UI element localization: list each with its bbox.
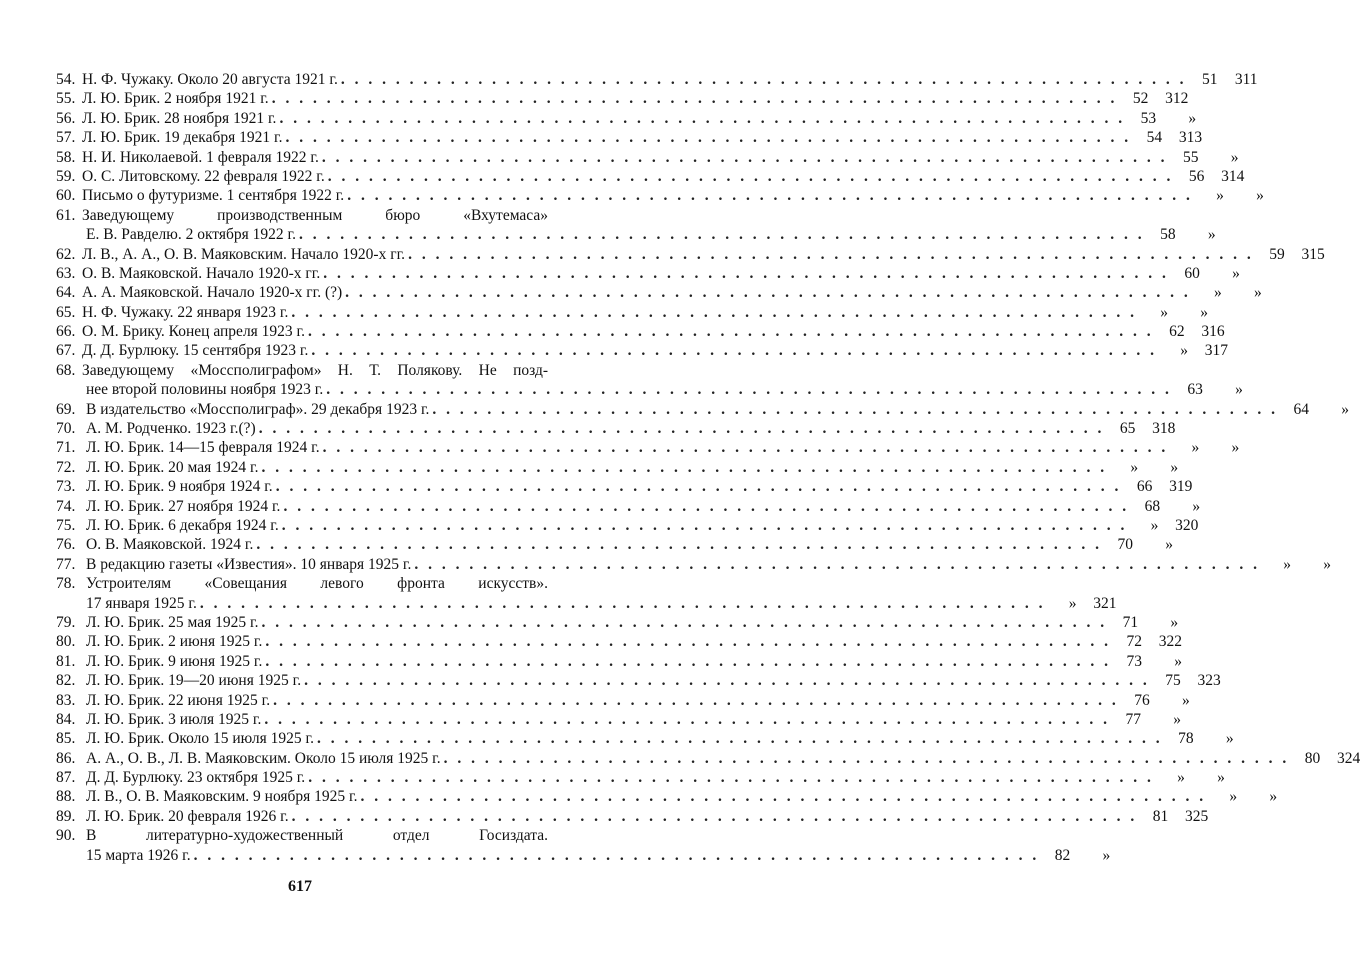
toc-entry: [56, 497, 1201, 516]
entry-number: 65.: [56, 303, 76, 321]
leader-dots: [304, 671, 1150, 690]
commentary-page: 314: [1221, 167, 1245, 185]
entry-title: Л. Ю. Брик. 28 ноября 1921 г.: [82, 109, 277, 127]
entry-title: Н. И. Николаевой. 1 февраля 1922 г.: [82, 148, 319, 166]
entry-number: 71.: [56, 439, 76, 457]
entry-title: А. А., О. В., Л. В. Маяковским. Около 15 июля 1925 г.: [86, 749, 441, 767]
leader-dots: [308, 322, 1154, 341]
toc-entry: [56, 710, 1182, 729]
commentary-page: 325: [1185, 807, 1209, 825]
leader-dots: [328, 167, 1174, 186]
toc-entry: [56, 245, 1325, 264]
entry-title-continuation: 15 марта 1926 г.: [86, 846, 191, 864]
entry-title: Л. Ю. Брик. 20 февраля 1926 г.: [86, 807, 289, 825]
toc-entry: [56, 787, 1278, 806]
commentary-page: »: [1230, 148, 1239, 166]
toc-entry: [56, 535, 1173, 554]
text-page: »: [1160, 303, 1168, 321]
toc-entry-continuation: [56, 225, 1216, 244]
toc-entry-continuation: [56, 380, 1243, 399]
text-page: 54: [1146, 129, 1163, 147]
commentary-page: »: [1102, 846, 1111, 864]
entry-title: Л. Ю. Брик. 20 мая 1924 г.: [86, 458, 259, 476]
leader-dots: [317, 729, 1163, 748]
entry-number: 66.: [56, 323, 76, 341]
entry-title: А. М. Родченко. 1923 г.(?): [86, 420, 256, 438]
text-page: 63: [1187, 381, 1203, 399]
leader-dots: [256, 535, 1102, 554]
toc-entry: [56, 186, 1264, 205]
leader-dots: [323, 438, 1169, 457]
text-page: 72: [1126, 633, 1142, 651]
toc-entry: [56, 167, 1245, 186]
toc-entry: [56, 264, 1240, 283]
toc-entry: [56, 729, 1234, 748]
toc-entry: [56, 283, 1262, 302]
entry-number: 69.: [56, 400, 76, 418]
entry-number: 78.: [56, 575, 76, 593]
entry-title: Л. Ю. Брик. 9 ноября 1924 г.: [86, 478, 273, 496]
commentary-page: »: [1192, 497, 1201, 515]
toc-entry: [56, 109, 1197, 128]
entry-title: О. С. Литовскому. 22 февраля 1922 г.: [82, 167, 325, 185]
entry-title: Л. Ю. Брик. 14—15 февраля 1924 г.: [86, 439, 320, 457]
entry-number: 75.: [56, 516, 76, 534]
toc-entry: [56, 477, 1193, 496]
text-page: »: [1150, 516, 1159, 534]
toc-entry: [56, 400, 1350, 419]
entry-title: А. А. Маяковской. Начало 1920-х гг. (?): [82, 284, 343, 302]
entry-title: О. В. Маяковской. 1924 г.: [86, 536, 254, 554]
entry-number: 63.: [56, 264, 76, 282]
text-page: 59: [1269, 245, 1285, 263]
entry-title: Н. Ф. Чужаку. 22 января 1923 г.: [82, 303, 289, 321]
text-page: 55: [1183, 148, 1199, 166]
entry-number: 61.: [56, 206, 76, 224]
text-page: 60: [1184, 264, 1200, 282]
toc-entry: [56, 361, 548, 380]
leader-dots: [311, 341, 1157, 360]
text-page: 58: [1160, 226, 1176, 244]
entry-title: Л. Ю. Брик. 9 июня 1925 г.: [86, 652, 263, 670]
commentary-page: 319: [1169, 478, 1193, 496]
commentary-page: 317: [1204, 342, 1228, 360]
text-page: »: [1180, 342, 1188, 360]
leader-dots: [262, 458, 1108, 477]
leader-dots: [292, 807, 1138, 826]
leader-dots: [259, 419, 1105, 438]
toc-entry: [56, 419, 1176, 438]
commentary-page: »: [1217, 769, 1225, 787]
toc-entry: [56, 691, 1190, 710]
leader-dots: [408, 245, 1254, 264]
commentary-page: 324: [1336, 749, 1360, 767]
entry-number: 54.: [56, 71, 76, 88]
entry-title: Л. Ю. Брик. 25 мая 1925 г.: [86, 613, 259, 631]
commentary-page: 318: [1152, 420, 1176, 438]
entry-title: Л. Ю. Брик. 27 ноября 1924 г.: [86, 497, 281, 515]
leader-dots: [323, 264, 1169, 283]
entry-title: Д. Д. Бурлюку. 23 октября 1925 г.: [86, 769, 306, 787]
commentary-page: 322: [1158, 633, 1182, 651]
text-page: »: [1214, 284, 1222, 302]
text-page: 64: [1293, 400, 1310, 418]
toc-entry: [56, 555, 1331, 574]
toc-entry: [56, 303, 1208, 322]
toc-entry: [56, 807, 1209, 826]
commentary-page: »: [1188, 109, 1197, 127]
text-page: 62: [1169, 323, 1185, 341]
entry-number: 67.: [56, 342, 76, 360]
commentary-page: »: [1181, 691, 1190, 709]
commentary-page: 320: [1175, 516, 1199, 534]
toc-entry: [56, 322, 1225, 341]
toc-entry: [56, 768, 1225, 787]
toc-entry: [56, 516, 1199, 535]
leader-dots: [444, 749, 1290, 768]
text-page: »: [1216, 187, 1224, 205]
entry-number: 64.: [56, 284, 76, 302]
table-of-contents: [56, 70, 1360, 865]
entry-number: 80.: [56, 633, 76, 651]
toc-entry-continuation: [56, 846, 1111, 865]
entry-title: В редакцию газеты «Известия». 10 января 1925 г.: [86, 555, 412, 573]
toc-entry-continuation: [56, 594, 1117, 613]
commentary-page: »: [1170, 613, 1179, 631]
text-page: »: [1191, 439, 1200, 457]
commentary-page: »: [1165, 536, 1173, 554]
text-page: 80: [1304, 749, 1321, 767]
entry-number: 70.: [56, 420, 76, 438]
text-page: 76: [1134, 691, 1150, 709]
text-page: 56: [1188, 167, 1205, 185]
text-page: 65: [1119, 420, 1136, 438]
text-page: »: [1068, 594, 1077, 612]
commentary-page: 316: [1201, 323, 1225, 341]
leader-dots: [361, 787, 1207, 806]
text-page: 68: [1144, 497, 1161, 515]
toc-entry: [56, 128, 1203, 147]
text-page: 81: [1152, 807, 1169, 825]
text-page: 53: [1140, 109, 1157, 127]
text-page: 52: [1132, 90, 1149, 108]
entry-title: Л. Ю. Брик. 22 июня 1925 г.: [86, 691, 271, 709]
entry-number: 86.: [56, 749, 76, 767]
entry-number: 57.: [56, 129, 76, 147]
text-page: 78: [1178, 730, 1194, 748]
entry-title: Л. Ю. Брик. 19 декабря 1921 г.: [82, 129, 283, 147]
entry-number: 87.: [56, 769, 76, 787]
toc-entry: [56, 206, 548, 225]
leader-dots: [432, 400, 1278, 419]
entry-title: Л. Ю. Брик. 6 декабря 1924 г.: [86, 516, 279, 534]
commentary-page: »: [1232, 264, 1240, 282]
leader-dots: [279, 109, 1125, 128]
text-page: »: [1130, 458, 1139, 476]
entry-number: 81.: [56, 652, 76, 670]
text-page: 82: [1054, 846, 1071, 864]
leader-dots: [326, 380, 1172, 399]
leader-dots: [200, 594, 1046, 613]
text-page: 66: [1136, 478, 1153, 496]
entry-number: 74.: [56, 497, 76, 515]
text-page: 75: [1165, 672, 1181, 690]
entry-title: Л. В., А. А., О. В. Маяковским. Начало 1920-х гг.: [82, 245, 406, 263]
entry-number: 89.: [56, 807, 76, 825]
commentary-page: 312: [1165, 90, 1189, 108]
text-page: »: [1229, 788, 1238, 806]
toc-entry: [56, 652, 1182, 671]
entry-title: О. В. Маяковской. Начало 1920-х гг.: [82, 264, 321, 282]
leader-dots: [414, 555, 1260, 574]
leader-dots: [286, 128, 1132, 147]
entry-title-continuation: Е. В. Равделю. 2 октября 1922 г.: [86, 226, 296, 244]
entry-number: 85.: [56, 730, 76, 748]
entry-number: 62.: [56, 245, 76, 263]
toc-entry: [56, 148, 1239, 167]
entry-title: Л. В., О. В. Маяковским. 9 ноября 1925 г.: [86, 788, 358, 806]
entry-title: Устроителям «Совещания левого фронта искусств».: [86, 575, 548, 593]
entry-number: 55.: [56, 90, 76, 108]
entry-title: Заведующему «Моссполиграфом» Н. Т. Полякову. Не позд-: [82, 361, 548, 379]
entry-number: 88.: [56, 788, 76, 806]
entry-number: 56.: [56, 109, 76, 127]
commentary-page: »: [1170, 458, 1179, 476]
entry-number: 79.: [56, 613, 76, 631]
toc-entry: [56, 749, 1360, 768]
entry-title: Л. Ю. Брик. Около 15 июля 1925 г.: [86, 730, 314, 748]
entry-number: 73.: [56, 478, 76, 496]
commentary-page: »: [1256, 187, 1264, 205]
text-page: 71: [1122, 613, 1139, 631]
commentary-page: 321: [1093, 594, 1117, 612]
toc-entry: [56, 574, 548, 593]
entry-number: 76.: [56, 536, 76, 554]
text-page: »: [1283, 555, 1291, 573]
entry-title: В литературно-художественный отдел Госиздата.: [86, 827, 548, 845]
toc-entry: [56, 632, 1182, 651]
entry-title: Д. Д. Бурлюку. 15 сентября 1923 г.: [82, 342, 309, 360]
text-page: 77: [1125, 710, 1142, 728]
entry-title: Письмо о футуризме. 1 сентября 1922 г.: [82, 187, 345, 205]
text-page: 51: [1202, 71, 1218, 88]
toc-entry: [56, 613, 1179, 632]
entry-title: В издательство «Моссполиграф». 29 декабря 1923 г.: [86, 400, 430, 418]
entry-number: 84.: [56, 710, 76, 728]
commentary-page: »: [1174, 652, 1182, 670]
entry-title-continuation: нее второй половины ноября 1923 г.: [86, 381, 324, 399]
toc-entry: [56, 341, 1228, 360]
toc-entry: [56, 826, 548, 845]
leader-dots: [308, 768, 1154, 787]
leader-dots: [322, 148, 1168, 167]
entry-title-continuation: 17 января 1925 г.: [86, 594, 197, 612]
commentary-page: »: [1323, 555, 1331, 573]
leader-dots: [265, 652, 1111, 671]
leader-dots: [264, 710, 1110, 729]
commentary-page: »: [1231, 439, 1240, 457]
entry-number: 68.: [56, 361, 76, 379]
toc-entry: [56, 458, 1179, 477]
leader-dots: [299, 225, 1145, 244]
entry-number: 82.: [56, 672, 76, 690]
leader-dots: [282, 516, 1128, 535]
entry-title: Л. Ю. Брик. 2 июня 1925 г.: [86, 633, 263, 651]
leader-dots: [265, 632, 1111, 651]
commentary-page: »: [1254, 284, 1262, 302]
leader-dots: [291, 303, 1137, 322]
commentary-page: »: [1207, 226, 1216, 244]
commentary-page: 315: [1301, 245, 1325, 263]
leader-dots: [194, 846, 1040, 865]
entry-number: 77.: [56, 555, 76, 573]
entry-number: 59.: [56, 167, 76, 185]
entry-number: 83.: [56, 691, 76, 709]
entry-number: 58.: [56, 148, 76, 166]
commentary-page: 323: [1197, 672, 1221, 690]
commentary-page: »: [1341, 400, 1350, 418]
commentary-page: »: [1200, 303, 1208, 321]
toc-entry: [56, 671, 1221, 690]
leader-dots: [283, 497, 1129, 516]
leader-dots: [341, 70, 1187, 89]
entry-title: О. М. Брику. Конец апреля 1923 г.: [82, 323, 306, 341]
commentary-page: »: [1269, 788, 1278, 806]
commentary-page: 311: [1234, 71, 1258, 88]
toc-entry: [56, 89, 1189, 108]
text-page: »: [1177, 769, 1185, 787]
leader-dots: [262, 613, 1108, 632]
entry-number: 90.: [56, 827, 76, 845]
leader-dots: [345, 283, 1191, 302]
leader-dots: [273, 691, 1119, 710]
entry-title: Заведующему производственным бюро «Вхутемаса»: [82, 206, 548, 224]
leader-dots: [272, 89, 1118, 108]
leader-dots: [276, 477, 1122, 496]
entry-title: Л. Ю. Брик. 19—20 июня 1925 г.: [86, 672, 302, 690]
entry-title: Л. Ю. Брик. 3 июля 1925 г.: [86, 710, 262, 728]
text-page: 70: [1117, 536, 1133, 554]
leader-dots: [347, 186, 1193, 205]
commentary-page: 313: [1178, 129, 1203, 147]
page-number: 617: [288, 878, 312, 895]
entry-title: Н. Ф. Чужаку. Около 20 августа 1921 г.: [82, 71, 338, 88]
commentary-page: »: [1225, 730, 1234, 748]
commentary-page: »: [1173, 710, 1182, 728]
text-page: 73: [1126, 652, 1142, 670]
entry-title: Л. Ю. Брик. 2 ноября 1921 г.: [82, 90, 269, 108]
entry-number: 60.: [56, 187, 76, 205]
toc-entry: [56, 438, 1240, 457]
commentary-page: »: [1235, 381, 1243, 399]
entry-number: 72.: [56, 458, 76, 476]
toc-entry: [56, 70, 1258, 89]
